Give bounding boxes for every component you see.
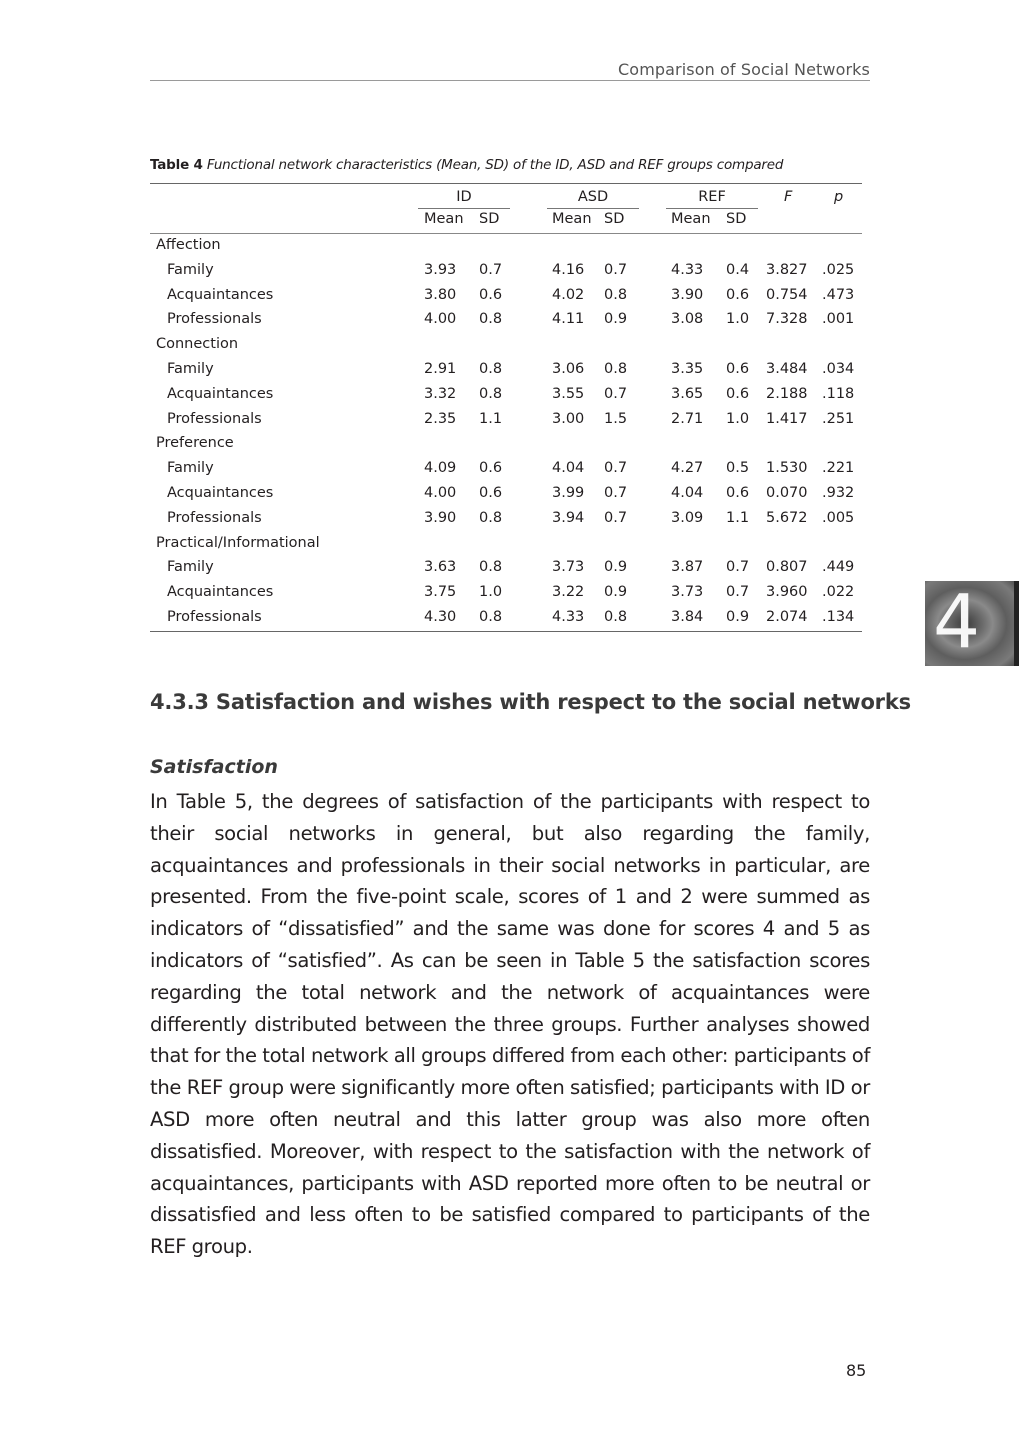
- table-cell: .005: [822, 509, 855, 526]
- table-caption-label: Table 4: [150, 157, 203, 173]
- table-cell: 0.6: [726, 385, 750, 402]
- row-label: Professionals: [167, 410, 262, 427]
- table-cell: 2.188: [766, 385, 808, 402]
- table-subheader-row: [150, 208, 862, 234]
- table-cell: 4.02: [552, 286, 585, 303]
- subheader-id-sd: SD: [479, 211, 500, 227]
- table-cell: 0.8: [479, 608, 503, 625]
- table-row: [150, 408, 862, 433]
- table-cell: 0.6: [726, 360, 750, 377]
- section-title: 4.3.3 Satisfaction and wishes with respect to the social networks: [150, 690, 911, 714]
- table-cell: 3.960: [766, 584, 808, 601]
- table-cell: 3.75: [424, 584, 457, 601]
- table-cell: 0.5: [726, 460, 750, 477]
- table-cell: 1.417: [766, 410, 808, 427]
- table-category-row: [150, 333, 862, 358]
- body-paragraph: In Table 5, the degrees of satisfaction of the participants with respect to their social networks in general, but also regarding the family, acquaintances and professionals in their social networks in particular, are presented. From the five-point scale, scores of 1 and 2 were summed as indicators of “dissatisfied” and the same was done for scores 4 and 5 as indicators of “satisfied”. As can be seen in Table 5 the satisfaction scores regarding the total network and the network of acquaintances were differently distributed between the three groups. Further analyses showed that for the total network all groups differed from each other: participants of the REF group were significantly more often satisfied; participants with ID or ASD more often neutral and this latter group was also more often dissatisfied. Moreover, with respect to the satisfaction with the network of acquaintances, participants with ASD reported more often to be neutral or dissatisfied and less often to be satisfied compared to participants of the REF group.: [150, 790, 870, 1259]
- row-label: Family: [167, 559, 214, 576]
- data-table: [150, 183, 862, 632]
- table-cell: 0.9: [604, 311, 628, 328]
- table-cell: 5.672: [766, 509, 808, 526]
- table-row: [150, 606, 862, 631]
- table-cell: .001: [822, 311, 855, 328]
- table-row: [150, 383, 862, 408]
- table-cell: 2.71: [671, 410, 704, 427]
- table-cell: 3.80: [424, 286, 457, 303]
- table-group-header-row: [150, 184, 862, 208]
- table-cell: 0.8: [479, 509, 503, 526]
- table-cell: 0.7: [479, 261, 503, 278]
- table-cell: 4.09: [424, 460, 457, 477]
- table-caption: [150, 157, 870, 173]
- table-cell: 3.09: [671, 509, 704, 526]
- table-cell: 2.91: [424, 360, 457, 377]
- table-cell: 0.754: [766, 286, 808, 303]
- table-row: [150, 482, 862, 507]
- column-header-f: F: [784, 189, 793, 205]
- group-header-ref: REF: [666, 189, 758, 209]
- category-label: Affection: [156, 237, 221, 253]
- table-cell: 3.90: [671, 286, 704, 303]
- table-cell: 0.6: [479, 460, 503, 477]
- table-cell: .932: [822, 484, 855, 501]
- table-cell: 3.08: [671, 311, 704, 328]
- table-row: [150, 308, 862, 333]
- subheader-asd-sd: SD: [604, 211, 625, 227]
- table-cell: 2.35: [424, 410, 457, 427]
- table-cell: 0.6: [726, 286, 750, 303]
- table-row: [150, 358, 862, 383]
- table-cell: 0.7: [726, 584, 750, 601]
- table-cell: 0.8: [479, 311, 503, 328]
- table-cell: 3.99: [552, 484, 585, 501]
- category-label: Preference: [156, 435, 234, 452]
- table-row: [150, 457, 862, 482]
- table-cell: 0.8: [604, 286, 628, 303]
- table-cell: 4.04: [552, 460, 585, 477]
- table-cell: .118: [822, 385, 855, 402]
- table-cell: 3.35: [671, 360, 704, 377]
- row-label: Acquaintances: [167, 385, 274, 402]
- subheader-id-mean: Mean: [424, 211, 464, 227]
- subheader-ref-sd: SD: [726, 211, 747, 227]
- table-cell: 1.0: [726, 410, 750, 427]
- table-cell: 3.73: [552, 559, 585, 576]
- row-label: Acquaintances: [167, 286, 274, 303]
- table-cell: 0.7: [604, 385, 628, 402]
- table-cell: 1.1: [479, 410, 503, 427]
- table-cell: 1.0: [726, 311, 750, 328]
- table-cell: 0.8: [479, 360, 503, 377]
- running-head: Comparison of Social Networks: [150, 60, 870, 81]
- table-cell: 0.9: [604, 584, 628, 601]
- row-label: Acquaintances: [167, 584, 274, 601]
- table-cell: 3.87: [671, 559, 704, 576]
- table-cell: 4.00: [424, 484, 457, 501]
- table-cell: 3.00: [552, 410, 585, 427]
- table-cell: .034: [822, 360, 855, 377]
- table-cell: 0.8: [479, 385, 503, 402]
- table-cell: 4.16: [552, 261, 585, 278]
- row-label: Professionals: [167, 608, 262, 625]
- table-cell: .134: [822, 608, 855, 625]
- table-row: [150, 259, 862, 284]
- table-category-row: [150, 532, 862, 557]
- table-cell: 0.807: [766, 559, 808, 576]
- table-cell: .221: [822, 460, 855, 477]
- group-header-asd: ASD: [547, 189, 639, 209]
- table-row: [150, 556, 862, 581]
- table-cell: 0.6: [726, 484, 750, 501]
- table-cell: 4.33: [671, 261, 704, 278]
- table-cell: 2.074: [766, 608, 808, 625]
- table-cell: 3.63: [424, 559, 457, 576]
- table-cell: 4.11: [552, 311, 585, 328]
- table-cell: 3.484: [766, 360, 808, 377]
- table-cell: 3.93: [424, 261, 457, 278]
- table-cell: 0.6: [479, 484, 503, 501]
- table-cell: .449: [822, 559, 855, 576]
- table-cell: .251: [822, 410, 855, 427]
- row-label: Family: [167, 460, 214, 477]
- row-label: Family: [167, 360, 214, 377]
- chapter-number: 4: [933, 581, 981, 665]
- table-cell: 0.9: [604, 559, 628, 576]
- category-label: Practical/Informational: [156, 534, 320, 551]
- table-cell: 4.04: [671, 484, 704, 501]
- table-cell: .025: [822, 261, 855, 278]
- table-cell: 0.6: [479, 286, 503, 303]
- table-cell: 0.9: [726, 608, 750, 625]
- table-cell: 7.328: [766, 311, 808, 328]
- table-cell: 3.55: [552, 385, 585, 402]
- table-cell: 3.90: [424, 509, 457, 526]
- page-number: 85: [846, 1361, 867, 1380]
- row-label: Professionals: [167, 311, 262, 328]
- table-cell: 0.7: [604, 261, 628, 278]
- table-cell: 1.530: [766, 460, 808, 477]
- table-cell: 0.8: [479, 559, 503, 576]
- table-cell: 3.84: [671, 608, 704, 625]
- table-row: [150, 284, 862, 309]
- table-cell: 0.8: [604, 608, 628, 625]
- table-cell: 3.94: [552, 509, 585, 526]
- table-cell: 0.7: [604, 484, 628, 501]
- table-cell: 4.33: [552, 608, 585, 625]
- table-cell: 0.7: [604, 460, 628, 477]
- table-cell: 0.8: [604, 360, 628, 377]
- table-cell: 3.32: [424, 385, 457, 402]
- group-header-id: ID: [418, 189, 510, 209]
- table-cell: 1.1: [726, 509, 750, 526]
- chapter-tab: [925, 581, 1019, 666]
- table-cell: 3.22: [552, 584, 585, 601]
- table-cell: 4.30: [424, 608, 457, 625]
- table-cell: 3.73: [671, 584, 704, 601]
- table-cell: 3.827: [766, 261, 808, 278]
- table-cell: 1.5: [604, 410, 628, 427]
- table-cell: 3.65: [671, 385, 704, 402]
- table-cell: .022: [822, 584, 855, 601]
- table-cell: 0.7: [604, 509, 628, 526]
- row-label: Professionals: [167, 509, 262, 526]
- table-cell: 1.0: [479, 584, 503, 601]
- category-label: Connection: [156, 336, 239, 353]
- table-category-row: [150, 432, 862, 457]
- table-cell: 4.00: [424, 311, 457, 328]
- subheading: Satisfaction: [150, 756, 278, 778]
- subheader-ref-mean: Mean: [671, 211, 711, 227]
- table-cell: 3.06: [552, 360, 585, 377]
- table-category-row: [150, 234, 862, 259]
- table-cell: 4.27: [671, 460, 704, 477]
- row-label: Acquaintances: [167, 484, 274, 501]
- table-cell: 0.070: [766, 484, 808, 501]
- table-caption-text: Functional network characteristics (Mean, SD) of the ID, ASD and REF groups compared: [206, 157, 784, 173]
- table-body: [150, 234, 862, 631]
- row-label: Family: [167, 261, 214, 278]
- column-header-p: p: [834, 189, 844, 205]
- table-row: [150, 581, 862, 606]
- table-cell: 0.7: [726, 559, 750, 576]
- table-cell: .473: [822, 286, 855, 303]
- subheader-asd-mean: Mean: [552, 211, 592, 227]
- table-cell: 0.4: [726, 261, 750, 278]
- table-row: [150, 507, 862, 532]
